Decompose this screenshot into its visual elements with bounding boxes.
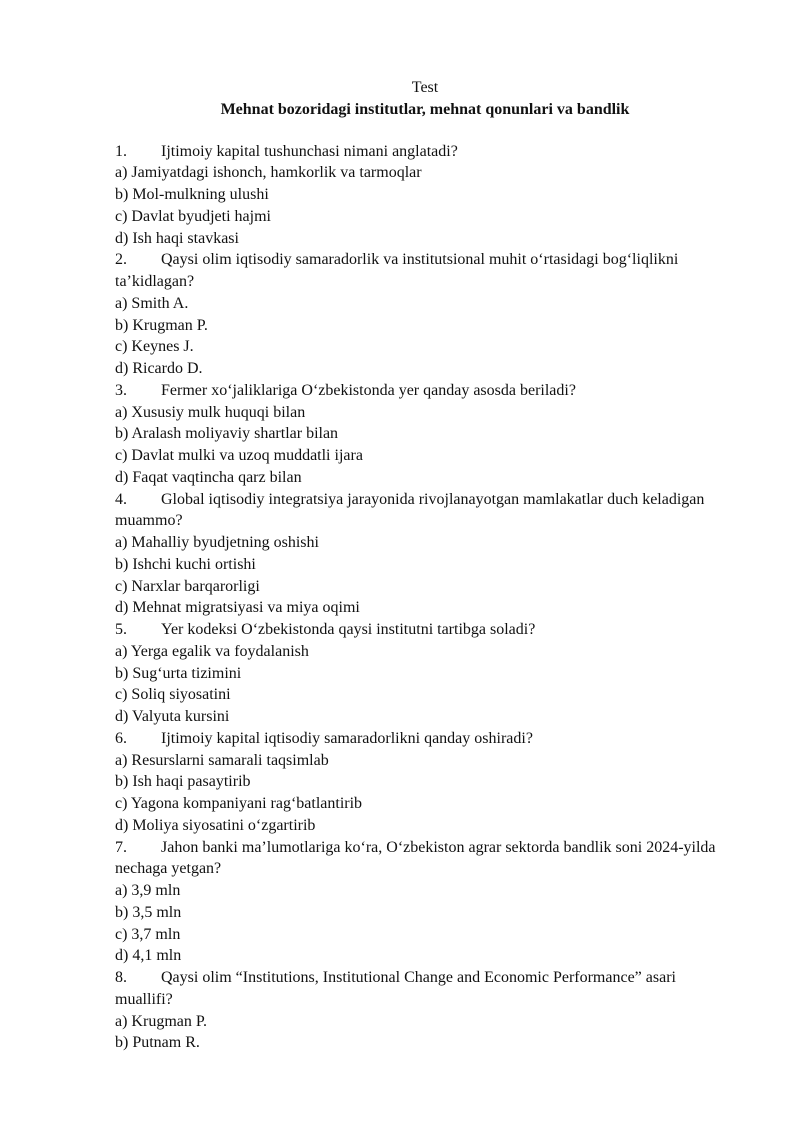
answer-option: c) Narxlar barqarorligi — [115, 577, 260, 595]
question-text: Global iqtisodiy integratsiya jarayonida rivojlanayotgan mamlakatlar duch keladigan muammo? — [115, 490, 705, 530]
question-number: 2. — [115, 251, 127, 269]
question-2 — [115, 249, 735, 380]
answer-option: a) Xususiy mulk huquqi bilan — [115, 403, 306, 421]
answer-option: a) Jamiyatdagi ishonch, hamkorlik va tarmoqlar — [115, 164, 422, 182]
question-1 — [115, 141, 735, 250]
answer-option: c) Soliq siyosatini — [115, 686, 231, 704]
answer-option: c) Davlat byudjeti hajmi — [115, 207, 271, 225]
question-5 — [115, 619, 735, 728]
question-text: Ijtimoiy kapital tushunchasi nimani anglatadi? — [161, 142, 458, 160]
answer-option: a) 3,9 mln — [115, 882, 181, 899]
question-text: Qaysi olim “Institutions, Institutional Change and Economic Performance” asari muallifi? — [115, 969, 676, 1008]
question-text: Yer kodeksi O‘zbekistonda qaysi institutni tartibga soladi? — [161, 621, 536, 638]
answer-option: a) Yerga egalik va foydalanish — [115, 642, 309, 660]
question-text: Fermer xo‘jaliklariga O‘zbekistonda yer qanday asosda beriladi? — [161, 381, 576, 399]
answer-option: b) Ishchi kuchi ortishi — [115, 555, 256, 573]
answer-option: c) Yagona kompaniyani rag‘batlantirib — [115, 795, 363, 812]
question-number: 1. — [115, 142, 127, 160]
question-8 — [115, 967, 735, 1054]
answer-option: b) Mol-mulkning ulushi — [115, 186, 269, 203]
answer-option: d) Valyuta kursini — [115, 708, 230, 725]
question-3 — [115, 380, 735, 489]
question-number: 8. — [115, 969, 127, 986]
answer-option: b) Krugman P. — [115, 316, 208, 334]
question-number: 5. — [115, 621, 127, 638]
answer-option: a) Smith A. — [115, 294, 189, 312]
question-number: 7. — [115, 838, 127, 856]
answer-option: b) Ish haqi pasaytirib — [115, 773, 251, 791]
question-6 — [115, 728, 735, 837]
question-number: 3. — [115, 381, 127, 399]
answer-option: d) 4,1 mln — [115, 947, 182, 965]
answer-option: a) Resurslarni samarali taqsimlab — [115, 751, 329, 769]
answer-option: b) Sug‘urta tizimini — [115, 664, 242, 682]
question-text: Ijtimoiy kapital iqtisodiy samaradorlikni qanday oshiradi? — [161, 729, 533, 747]
question-text: Qaysi olim iqtisodiy samaradorlik va institutsional muhit o‘rtasidagi bog‘liqlikni ta’kidlagan? — [115, 251, 679, 290]
document-subtitle: Mehnat bozoridagi institutlar, mehnat qonunlari va bandlik — [220, 100, 630, 118]
answer-option: a) Mahalliy byudjetning oshishi — [115, 534, 319, 551]
question-4 — [115, 489, 735, 620]
document-title: Test — [411, 79, 439, 96]
document-page — [115, 77, 735, 1054]
question-text: Jahon banki ma’lumotlariga ko‘ra, O‘zbekiston agrar sektorda bandlik soni 2024-yilda nechaga yetgan? — [115, 838, 716, 878]
answer-option: b) Aralash moliyaviy shartlar bilan — [115, 425, 339, 443]
answer-option: b) 3,5 mln — [115, 903, 182, 921]
question-list — [115, 141, 735, 1055]
answer-option: c) Davlat mulki va uzoq muddatli ijara — [115, 447, 363, 464]
answer-option: d) Moliya siyosatini o‘zgartirib — [115, 816, 316, 834]
answer-option: c) Keynes J. — [115, 338, 194, 356]
answer-option: a) Krugman P. — [115, 1012, 207, 1030]
answer-option: d) Mehnat migratsiyasi va miya oqimi — [115, 599, 360, 617]
answer-option: d) Ricardo D. — [115, 360, 203, 377]
question-number: 4. — [115, 490, 127, 508]
question-number: 6. — [115, 729, 127, 747]
answer-option: d) Faqat vaqtincha qarz bilan — [115, 468, 302, 486]
answer-option: b) Putnam R. — [115, 1034, 200, 1052]
question-7 — [115, 837, 735, 968]
answer-option: d) Ish haqi stavkasi — [115, 229, 239, 247]
answer-option: c) 3,7 mln — [115, 925, 181, 943]
